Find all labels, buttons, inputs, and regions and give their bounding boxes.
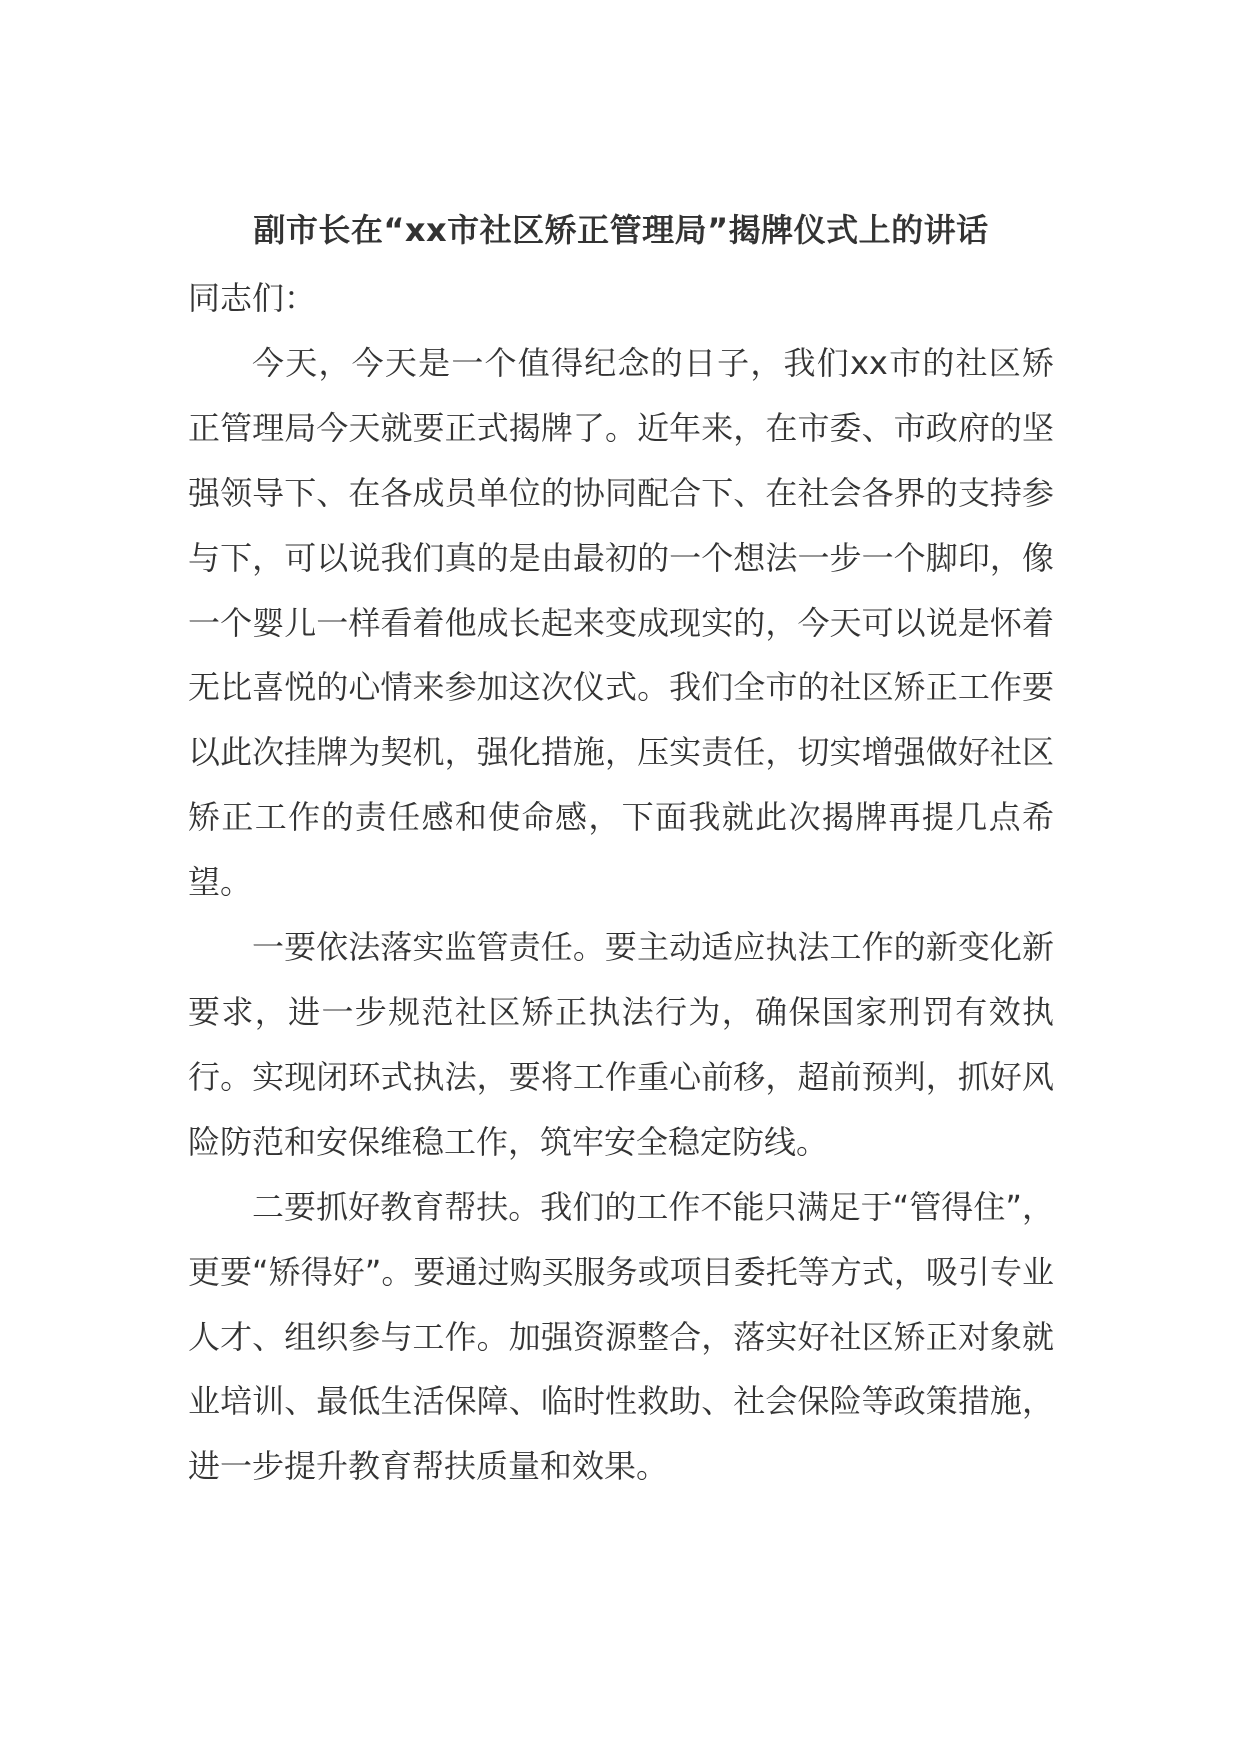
document-body bbox=[188, 266, 1054, 1499]
paragraph-supervision: 一要依法落实监管责任。要主动适应执法工作的新变化新要求，进一步规范社区矫正执法行为，确保国家刑罚有效执行。实现闭环式执法，要将工作重心前移，超前预判，抓好风险防范和安保维稳工作，筑牢安全稳定防线。 bbox=[188, 928, 1054, 1161]
document-title: 副市长在“xx市社区矫正管理局”揭牌仪式上的讲话 bbox=[253, 211, 989, 249]
salutation: 同志们： bbox=[188, 279, 317, 317]
paragraph-intro: 今天，今天是一个值得纪念的日子，我们xx市的社区矫正管理局今天就要正式揭牌了。近年来，在市委、市政府的坚强领导下、在各成员单位的协同配合下、在社会各界的支持参与下，可以说我们真的是由最初的一个想法一步一个脚印，像一个婴儿一样看着他成长起来变成现实的，今天可以说是怀着无比喜悦的心情来参加这次仪式。我们全市的社区矫正工作要以此次挂牌为契机，强化措施，压实责任，切实增强做好社区矫正工作的责任感和使命感，下面我就此次揭牌再提几点希望。 bbox=[188, 343, 1054, 902]
paragraph-education: 二要抓好教育帮扶。我们的工作不能只满足于“管得住”，更要“矫得好”。要通过购买服务或项目委托等方式，吸引专业人才、组织参与工作。加强资源整合，落实好社区矫正对象就业培训、最低生活保障、临时性救助、社会保险等政策措施，进一步提升教育帮扶质量和效果。 bbox=[188, 1187, 1054, 1486]
